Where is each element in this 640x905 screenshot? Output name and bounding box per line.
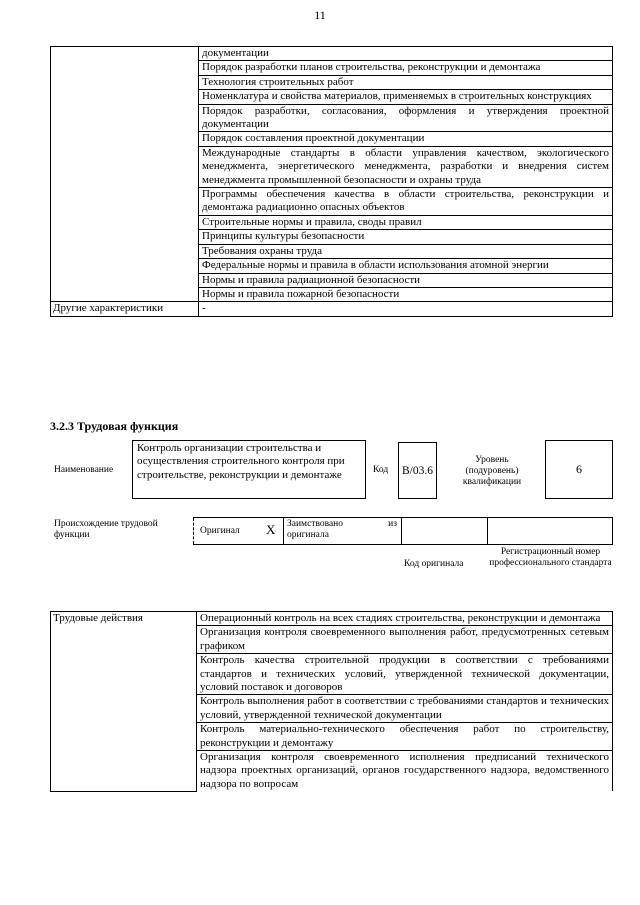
table-row: Федеральные нормы и правила в области использования атомной энергии [199, 259, 613, 273]
origin-label: Происхождение трудовой функции [54, 519, 158, 540]
table-row: Порядок составления проектной документации [199, 132, 613, 146]
qualification-level: 6 [545, 440, 613, 499]
table-row: Контроль материально-технического обеспечения работ по строительству, реконструкции и демонтажу [197, 723, 613, 751]
level-label: Уровень (подуровень) квалификации [462, 455, 522, 487]
table-row: Организация контроля своевременного выполнения работ, предусмотренных сетевым графиком [197, 626, 613, 654]
origin-row [193, 517, 613, 545]
table-row: Программы обеспечения качества в области строительства, реконструкции и демонтажа радиационно опасных объектов [199, 188, 613, 216]
code-original-cell [401, 518, 487, 544]
table-row: Требования охраны труда [199, 244, 613, 258]
original-cell [193, 518, 283, 544]
borrowed-label: Заимствовано из оригинала [287, 519, 397, 540]
code-label: Код [373, 465, 389, 475]
original-label: Оригинал [200, 526, 240, 536]
other-characteristics-value: - [199, 302, 613, 316]
table-row: Контроль выполнения работ в соответствии с требованиями стандартов и технических условий, утвержденной технической документации [197, 695, 613, 723]
table-left-cell [51, 47, 199, 302]
table-row: документации [199, 47, 613, 61]
reg-number-cell [487, 518, 613, 544]
table-row: Нормы и правила пожарной безопасности [199, 287, 613, 301]
table-row: Технология строительных работ [199, 75, 613, 89]
original-mark: X [266, 522, 276, 537]
page-number: 11 [314, 8, 326, 22]
labor-actions-table [50, 611, 613, 792]
table-row: Нормы и правила радиационной безопасности [199, 273, 613, 287]
table-row: Операционный контроль на всех стадиях строительства, реконструкции и демонтажа [197, 612, 613, 626]
name-label: Наименование [54, 465, 114, 475]
table-row: Организация контроля своевременного исполнения предписаний технического надзора проектных организаций, органов государственного надзора, ведомственного надзора по вопросам [197, 751, 613, 792]
function-code: B/03.6 [398, 442, 437, 499]
code-original-label: Код оригинала [404, 559, 464, 569]
borrowed-cell [283, 518, 401, 544]
table-row: Контроль качества строительной продукции в соответствии с требованиями стандартов и технических условий, утвержденной технической документации, условий поставок и договоров [197, 654, 613, 695]
reg-number-label: Регистрационный номер профессионального стандарта [489, 547, 612, 568]
knowledge-table [50, 46, 613, 317]
table-row: Порядок разработки, согласования, оформления и утверждения проектной документации [199, 104, 613, 132]
table-row: Международные стандарты в области управления качеством, экологического менеджмента, энергетического менеджмента, разработки и внедрения систем менеджмента промышленной безопасности и охраны труда [199, 146, 613, 187]
labor-actions-label: Трудовые действия [51, 612, 197, 792]
table-row: Принципы культуры безопасности [199, 230, 613, 244]
other-characteristics-label: Другие характеристики [51, 302, 199, 316]
table-row: Номенклатура и свойства материалов, применяемых в строительных конструкциях [199, 90, 613, 104]
section-heading: 3.2.3 Трудовая функция [50, 419, 179, 433]
table-row: Строительные нормы и правила, своды правил [199, 215, 613, 229]
function-name: Контроль организации строительства и осуществления строительного контроля при строительстве, реконструкции и демонтаже [132, 440, 366, 499]
table-row: Порядок разработки планов строительства, реконструкции и демонтажа [199, 61, 613, 75]
